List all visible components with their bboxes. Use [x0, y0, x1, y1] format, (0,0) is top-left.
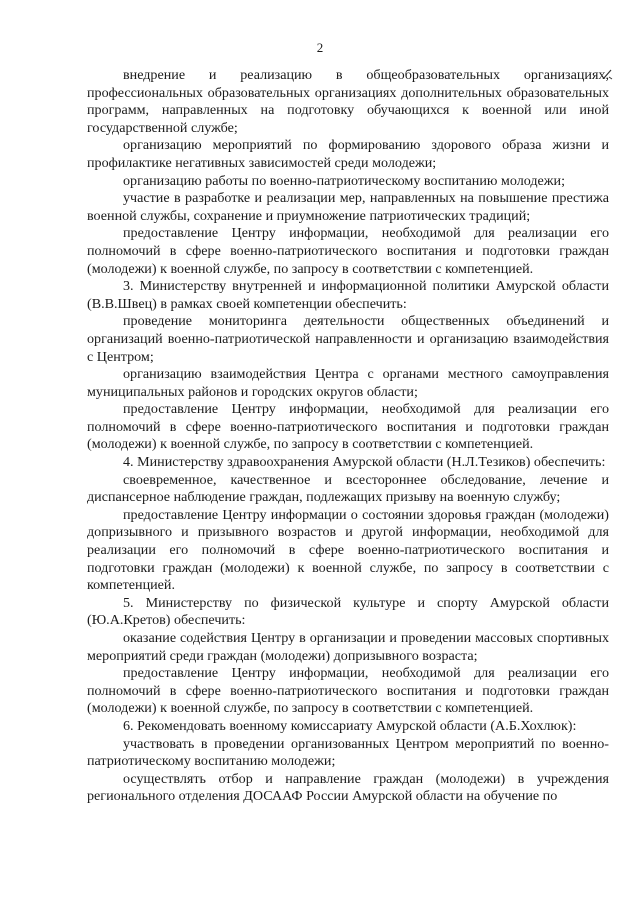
paragraph-2: организацию мероприятий по формированию здорового образа жизни и профилактике негативных зависимостей среди молодежи; — [87, 137, 609, 171]
paragraph-12: предоставление Центру информации о состоянии здоровья граждан (молодежи) допризывного и призывного возрастов и другой информации, необходимой для реализации его полномочий в сфере военно-патриотического воспитания и подготовки граждан (молодежи) к военной службе, по запросу в соответствии с компетенцией. — [87, 506, 609, 594]
paragraph-17: участвовать в проведении организованных Центром мероприятий по военно-патриотическому воспитанию молодежи; — [87, 735, 609, 770]
paragraph-10: 4. Министерству здравоохранения Амурской области (Н.Л.Тезиков) обеспечить: — [123, 454, 606, 471]
paragraph-1: внедрение и реализацию в общеобразовательных организациях, профессиональных образовательных организациях дополнительных образовательных программ, направленных на подготовку обучающихся к военной или иной государственной службе; — [87, 67, 609, 136]
page-number: 2 — [316, 40, 324, 55]
paragraph-11: своевременное, качественное и всестороннее обследование, лечение и диспансерное наблюдение граждан, подлежащих призыву на военную службу; — [87, 471, 609, 506]
paragraph-18: осуществлять отбор и направление граждан (молодежи) в учреждения регионального отделения ДОСААФ России Амурской области на обучение по — [87, 770, 609, 805]
paragraph-8: организацию взаимодействия Центра с органами местного самоуправления муниципальных районов и городских округов области; — [87, 366, 609, 400]
paragraph-3: организацию работы по военно-патриотическому воспитанию молодежи; — [123, 172, 565, 189]
paragraph-13: 5. Министерству по физической культуре и спорту Амурской области (Ю.А.Кретов) обеспечить: — [87, 594, 609, 629]
paragraph-7: проведение мониторинга деятельности общественных объединений и организаций военно-патриотической направленности и организацию взаимодействия с Центром; — [87, 313, 609, 365]
paragraph-6: 3. Министерству внутренней и информационной политики Амурской области (В.В.Швец) в рамках своей компетенции обеспечить: — [87, 278, 609, 312]
paragraph-9: предоставление Центру информации, необходимой для реализации его полномочий в сфере военно-патриотического воспитания и подготовки граждан (молодежи) к военной службе, по запросу в соответствии с компетенцией. — [87, 401, 609, 453]
paragraph-14: оказание содействия Центру в организации и проведении массовых спортивных мероприятий среди граждан (молодежи) допризывного возраста; — [87, 630, 609, 664]
paragraph-15: предоставление Центру информации, необходимой для реализации его полномочий в сфере военно-патриотического воспитания и подготовки граждан (молодежи) к военной службе, по запросу в соответствии с компетенцией. — [87, 665, 609, 717]
paragraph-5: предоставление Центру информации, необходимой для реализации его полномочий в сфере военно-патриотического воспитания и подготовки граждан (молодежи) к военной службе, по запросу в соответствии с компетенцией. — [87, 225, 609, 277]
paragraph-16: 6. Рекомендовать военному комиссариату Амурской области (А.Б.Хохлюк): — [123, 717, 577, 734]
paragraph-4: участие в разработке и реализации мер, направленных на повышение престижа военной службы, сохранение и приумножение патриотических традиций; — [87, 190, 609, 224]
body-text — [87, 67, 609, 806]
